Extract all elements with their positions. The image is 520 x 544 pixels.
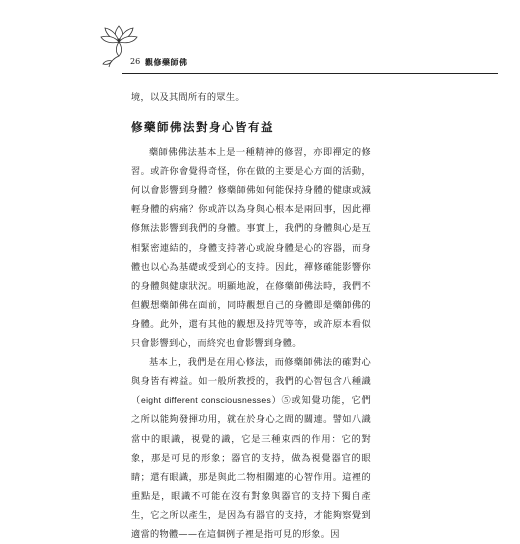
paragraph-2 <box>131 353 371 544</box>
paragraph-1: 藥師佛佛法基本上是一種精神的修習，亦即禪定的修習。或許你會覺得奇怪，你在做的主要是心方面的活動，何以會影響到身體？修藥師佛如何能保持身體的健康或減輕身體的病痛？你或許以為身與心根本是兩回事，因此禪修無法影響到我們的身體。事實上，我們的身體與心是互相緊密連結的，身體支持著心或說身體是心的容器，而身體也以心為基礎或受到心的支持。因此，禪修確能影響你的身體與健康狀況。明顯地說，在修藥師佛法時，我們不但觀想藥師佛在面前，同時觀想自己的身體即是藥師佛的身體。此外，還有其他的觀想及持咒等等，或許原本看似只會影響到心，而終究也會影響到身體。 <box>131 147 371 350</box>
header-divider <box>122 73 498 74</box>
opening-line: 境，以及其間所有的眾生。 <box>131 92 245 103</box>
page-number: 26 <box>130 57 141 66</box>
running-title: 觀修藥師佛 <box>145 57 188 67</box>
paragraph-2-text-a: 基本上，我們是在用心修法，而修藥師佛法的確對心與身皆有裨益。如一般所教授的，我們的心智包含八種識（ <box>131 357 371 407</box>
section-heading: 修藥師佛法對身心皆有益 <box>131 120 274 135</box>
paragraph-2-latin-term: eight different consciousnesses <box>141 395 272 406</box>
body-text <box>131 88 371 544</box>
paragraph-2-text-b: ）⑤或知覺功能，它們之所以能夠發揮功用，就在於身心之間的關連。譬如八識當中的眼識，視覺的識，它是三種束西的作用：它的對象，那是可見的形象；器官的支持，做為視覺器官的眼睛；還有眼識，那是與此二物相關連的心智作用。這裡的重點是，眼識不可能在沒有對象與器官的支持下獨自產生，它之所以產生，是因為有器官的支持，才能夠察覺到適當的物體——在這個例子裡是指可見的形象。因 <box>131 395 371 540</box>
